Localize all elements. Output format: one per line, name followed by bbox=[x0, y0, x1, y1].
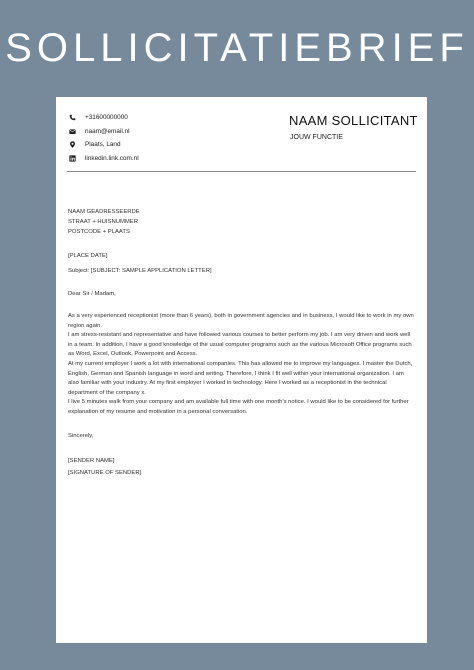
letter-body bbox=[68, 207, 416, 478]
sender-signature: [SIGNATURE OF SENDER] bbox=[68, 469, 142, 476]
contact-list bbox=[68, 111, 139, 165]
recipient-postcode: POSTCODE + PLAATS bbox=[68, 229, 130, 235]
contact-linkedin-text: linkedin.link.com.nl bbox=[85, 154, 139, 162]
banner-title: SOLLICITATIEBRIEF bbox=[5, 26, 469, 70]
paragraph-1: As a very experienced receptionist (more than 6 years), both in government agencies and in business, I would like to work in my own region again. bbox=[68, 313, 414, 329]
contact-location-text: Plaats, Land bbox=[85, 141, 121, 148]
phone-icon bbox=[68, 114, 76, 122]
paragraph-4: I live 5 minutes walk from your company and am available full time with one month's notice. I would like to be considered for further explanation of my resume and motivation in a personal conversation. bbox=[68, 399, 409, 415]
applicant-name: NAAM SOLLICITANT bbox=[289, 113, 418, 128]
recipient-name: NAAM GEADRESSEERDE bbox=[68, 209, 140, 215]
salutation: Dear Sir / Madam, bbox=[68, 291, 116, 297]
contact-linkedin bbox=[68, 152, 139, 165]
letter-page bbox=[56, 97, 427, 643]
applicant-block bbox=[289, 113, 418, 141]
contact-email-text: naam@email.nl bbox=[85, 127, 130, 135]
contact-phone-text: +31600000000 bbox=[85, 114, 128, 121]
contact-location bbox=[68, 138, 139, 151]
recipient-address bbox=[68, 207, 416, 237]
contact-email bbox=[68, 125, 139, 138]
recipient-street: STRAAT + HUISNUMMER bbox=[68, 219, 138, 225]
subject-line: Subject: [SUBJECT: SAMPLE APPLICATION LETTER] bbox=[68, 268, 212, 274]
mail-icon bbox=[68, 127, 76, 135]
closing: Sincerely, bbox=[68, 432, 94, 439]
contact-phone bbox=[68, 111, 139, 124]
paragraph-2: I am stress-resistant and representative and have followed various courses to better perform my job. I am very driven and work well in a team. In addition, I have a good knowledge of the usual computer programs such as the various Microsoft Office programs such as Word, Excel, Outlook, Powerpoint and Access. bbox=[68, 332, 412, 358]
linkedin-icon bbox=[68, 154, 76, 162]
place-date: [PLACE DATE] bbox=[68, 253, 108, 259]
sender-name: [SENDER NAME] bbox=[68, 457, 115, 464]
paragraph-3: At my current employer I work a lot with international companies. This has allowed me to improve my languages. I master the Dutch, English, German and Spanish language in word and writing. Therefore, I think I fit well within your international organization. I am also familiar with your industry. At my first employer I worked in technology. Here I worked as a receptionist in the technical department of the company x. bbox=[68, 360, 413, 396]
location-pin-icon bbox=[68, 141, 76, 149]
header-divider bbox=[67, 171, 416, 172]
applicant-role: JOUW FUNCTIE bbox=[290, 134, 343, 141]
